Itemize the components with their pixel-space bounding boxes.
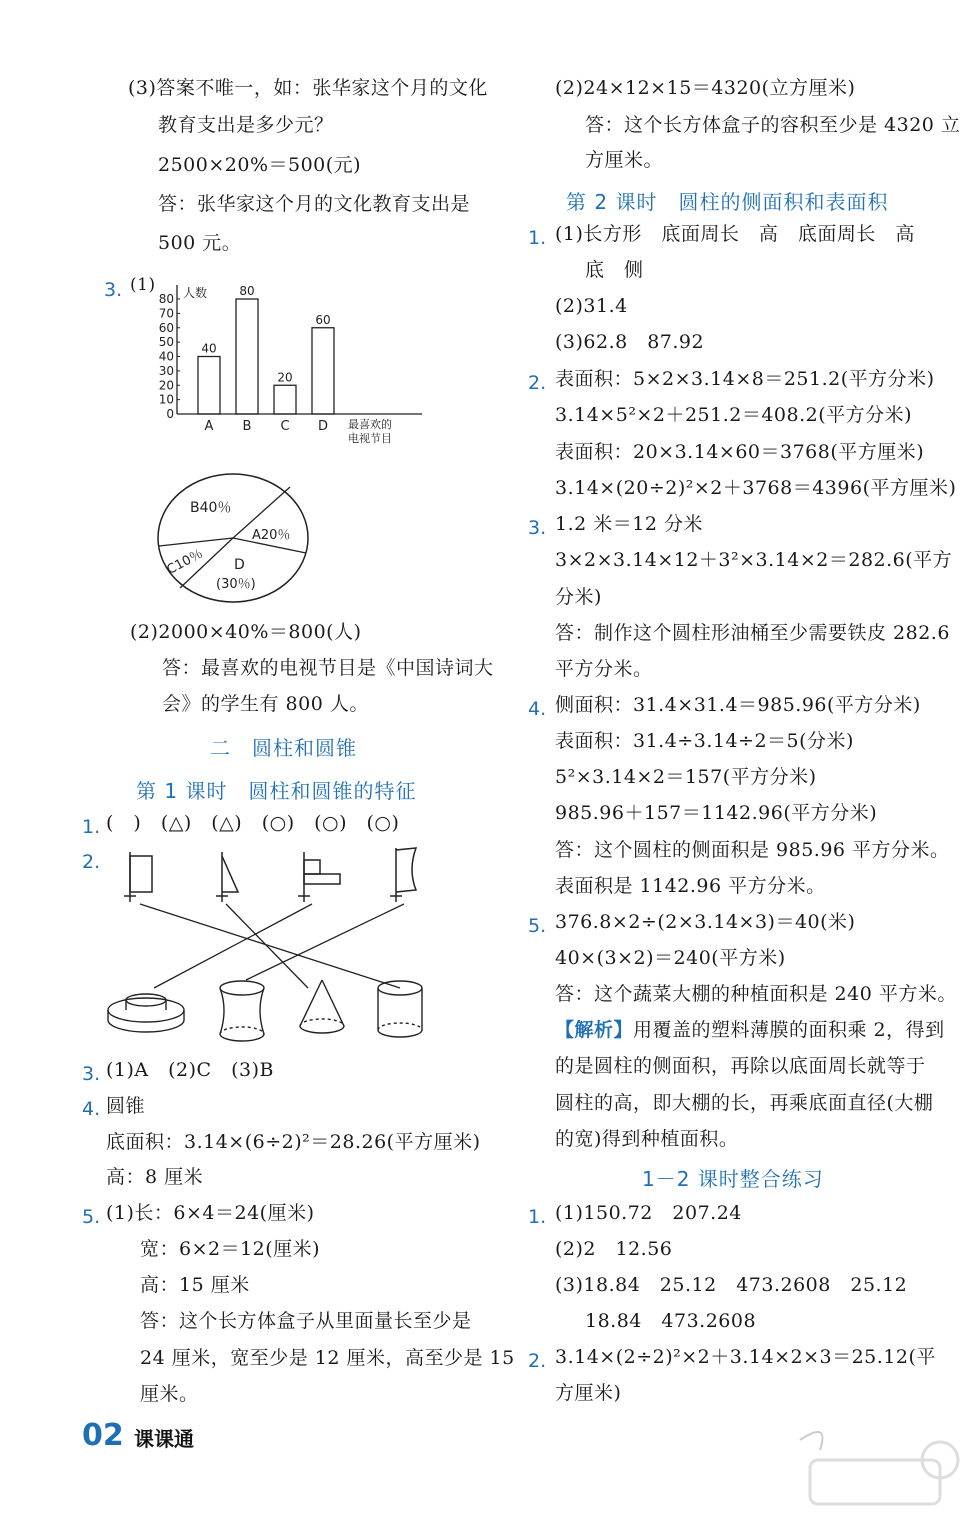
bar-category-label: B: [242, 419, 252, 434]
bar-value-label: 40: [201, 341, 217, 356]
q5-line2: 宽：6×2＝12(厘米): [140, 1238, 321, 1260]
bar-chart: [150, 268, 440, 458]
r-q3-line3: 分米): [555, 586, 602, 608]
top-line3: 方厘米。: [585, 149, 664, 171]
bar-chart-y-tick-label: 10: [158, 392, 174, 407]
pie-chart: [150, 470, 320, 620]
r-q2-line2: 3.14×5²×2＋251.2＝408.2(平方分米): [555, 404, 913, 426]
q3-part3-line3: 2500×20%＝500(元): [158, 154, 362, 176]
r-q5-line3: 答：这个蔬菜大棚的种植面积是 240 平方米。: [555, 983, 957, 1005]
r-q5-line1: 376.8×2÷(2×3.14×3)＝40(米): [555, 911, 856, 933]
pie-divider-c-b: [159, 538, 233, 546]
p2-line2: 方厘米): [555, 1382, 622, 1404]
bar-b: [236, 299, 258, 414]
concave-cylinder-solid: [220, 981, 264, 1041]
q3-part2-line3: 会》的学生有 800 人。: [162, 693, 369, 715]
r-q3-line4: 答：制作这个圆柱形油桶至少需要铁皮 282.6: [555, 622, 950, 644]
q4-line3: 高：8 厘米: [106, 1166, 204, 1188]
q4-line1: 圆锥: [106, 1095, 146, 1117]
practice-title: 1－2 课时整合练习: [642, 1167, 824, 1191]
q5-line5: 24 厘米，宽至少是 12 厘米，高至少是 15: [140, 1347, 515, 1369]
bar-chart-x-label-line2: 电视节目: [348, 432, 392, 445]
r-q5-line7: 的宽)得到种植面积。: [555, 1128, 739, 1150]
stacked-cylinder-solid: [108, 994, 184, 1032]
bar-chart-y-tick-label: 0: [166, 407, 174, 421]
bar-category-label: D: [317, 419, 329, 434]
q4-number: 4.: [82, 1098, 101, 1120]
r-q4-number: 4.: [528, 698, 547, 720]
r-q3-number: 3.: [528, 517, 547, 539]
q3-part3-line4: 答：张华家这个月的文化教育支出是: [158, 193, 471, 215]
bar-value-label: 20: [277, 370, 293, 385]
bar-c: [274, 385, 296, 414]
pie-label-d: D: [234, 557, 245, 573]
step-rotation-shape: [298, 852, 340, 902]
r-q5-line4: 用覆盖的塑料薄膜的面积乘 2，得到: [633, 1019, 945, 1041]
pie-label-c: C10％: [164, 546, 206, 578]
watermark-logo: [790, 1420, 970, 1520]
curved-rotation-shape: [390, 848, 416, 902]
q3b-number: 3.: [82, 1063, 101, 1085]
q3-part3-line1: (3)答案不唯一，如：张华家这个月的文化: [128, 77, 488, 99]
q3-part2-line1: (2)2000×40%＝800(人): [130, 621, 362, 643]
q3-part1-label: (1): [130, 275, 156, 295]
r-q2-number: 2.: [528, 372, 547, 394]
r-q1-line1: (1)长方形 底面周长 高 底面周长 高: [555, 223, 915, 245]
top-line2: 答：这个长方体盒子的容积至少是 4320 立: [585, 114, 961, 136]
r-q3-line5: 平方分米。: [555, 658, 653, 680]
brand-name: 课课通: [134, 1427, 194, 1451]
cylinder-solid: [378, 981, 422, 1037]
bar-chart-y-label: 人数: [183, 286, 208, 300]
cone-solid: [300, 980, 344, 1033]
lesson1-title: 第 1 课时 圆柱和圆锥的特征: [136, 779, 417, 803]
p1-line4: 18.84 473.2608: [585, 1310, 757, 1332]
page-number: 02: [82, 1418, 124, 1453]
bar-value-label: 80: [239, 284, 255, 298]
pie-label-a: A20％: [252, 528, 291, 543]
p1-number: 1.: [528, 1206, 547, 1228]
r-q2-line4: 3.14×(20÷2)²×2＋3768＝4396(平方厘米): [555, 477, 957, 499]
r-q4-line1: 侧面积：31.4×31.4＝985.96(平方分米): [555, 694, 921, 716]
bar-chart-x-label-line1: 最喜欢的: [348, 418, 392, 431]
r-q1-line2: 底 侧: [585, 259, 644, 281]
r-q4-line3: 5²×3.14×2＝157(平方分米): [555, 766, 817, 788]
bar-chart-y-tick-label: 40: [158, 349, 174, 364]
q1-answers: ( ) (△) (△) (○) (○) (○): [106, 812, 400, 834]
q5-line1: (1)长：6×4＝24(厘米): [106, 1202, 315, 1224]
r-q4-line2: 表面积：31.4÷3.14÷2＝5(分米): [555, 730, 854, 752]
match-line-4: [246, 904, 404, 980]
bar-category-label: C: [280, 419, 290, 434]
lesson2-title: 第 2 课时 圆柱的侧面积和表面积: [566, 190, 889, 214]
bar-value-label: 60: [315, 312, 331, 327]
chapter-title: 二 圆柱和圆锥: [210, 736, 357, 760]
r-q1-line3: (2)31.4: [555, 295, 628, 317]
bar-chart-y-tick-label: 30: [158, 363, 174, 378]
bar-a: [198, 357, 220, 415]
p2-number: 2.: [528, 1350, 547, 1372]
p2-line1: 3.14×(2÷2)²×2＋3.14×2×3＝25.12(平: [555, 1346, 936, 1368]
q3-part3-line5: 500 元。: [158, 232, 242, 254]
pie-label-d-percent: (30％): [216, 577, 256, 592]
r-q5-line5: 的是圆柱的侧面积，再除以底面周长就等于: [555, 1055, 926, 1077]
bar-chart-y-tick-label: 50: [158, 335, 174, 350]
r-q5-line6: 圆柱的高，即大棚的长，再乘底面直径(大棚: [555, 1092, 934, 1114]
q5-line4: 答：这个长方体盒子从里面量长至少是: [140, 1310, 472, 1332]
q1-number: 1.: [82, 816, 101, 838]
q2-number: 2.: [82, 851, 101, 873]
r-q1-number: 1.: [528, 227, 547, 249]
r-q3-line2: 3×2×3.14×12＋3²×3.14×2＝282.6(平方: [555, 549, 953, 571]
bar-chart-y-tick-label: 20: [158, 378, 174, 393]
bar-d: [312, 328, 334, 414]
r-q5-line2: 40×(3×2)＝240(平方米): [555, 947, 786, 969]
bar-category-label: A: [204, 419, 214, 434]
bar-chart-y-tick-label: 80: [158, 292, 174, 306]
analysis-tag: 【解析】: [555, 1019, 634, 1041]
p1-line2: (2)2 12.56: [555, 1238, 673, 1260]
q5-number: 5.: [82, 1206, 101, 1228]
bar-chart-y-tick-label: 60: [158, 320, 174, 335]
r-q2-line1: 表面积：5×2×3.14×8＝251.2(平方分米): [555, 368, 935, 390]
q4-line2: 底面积：3.14×(6÷2)²＝28.26(平方厘米): [106, 1131, 481, 1153]
pie-label-b: B40％: [190, 500, 232, 516]
q3b-answers: (1)A (2)C (3)B: [106, 1059, 274, 1081]
r-q5-line4-row: [555, 1018, 945, 1042]
r-q3-line1: 1.2 米＝12 分米: [555, 513, 703, 535]
r-q4-line6: 表面积是 1142.96 平方分米。: [555, 875, 826, 897]
bar-chart-y-tick-label: 70: [158, 306, 174, 321]
p1-line1: (1)150.72 207.24: [555, 1202, 742, 1224]
rectangle-rotation-shape: [124, 852, 152, 902]
top-line1: (2)24×12×15＝4320(立方厘米): [555, 77, 856, 99]
r-q1-line4: (3)62.8 87.92: [555, 331, 705, 353]
q5-line6: 厘米。: [140, 1383, 199, 1405]
r-q2-line3: 表面积：20×3.14×60＝3768(平方厘米): [555, 441, 925, 463]
q3-part2-line2: 答：最喜欢的电视节目是《中国诗词大: [162, 657, 494, 679]
r-q5-number: 5.: [528, 915, 547, 937]
p1-line3: (3)18.84 25.12 473.2608 25.12: [555, 1274, 908, 1296]
q3-part3-line2: 教育支出是多少元？: [158, 114, 334, 136]
r-q4-line5: 答：这个圆柱的侧面积是 985.96 平方分米。: [555, 839, 950, 861]
triangle-rotation-shape: [216, 852, 238, 902]
matching-diagram: [100, 840, 480, 1050]
q5-line3: 高：15 厘米: [140, 1274, 250, 1296]
match-line-2: [226, 904, 308, 988]
q3-number: 3.: [104, 279, 123, 301]
r-q4-line4: 985.96＋157＝1142.96(平方分米): [555, 802, 878, 824]
